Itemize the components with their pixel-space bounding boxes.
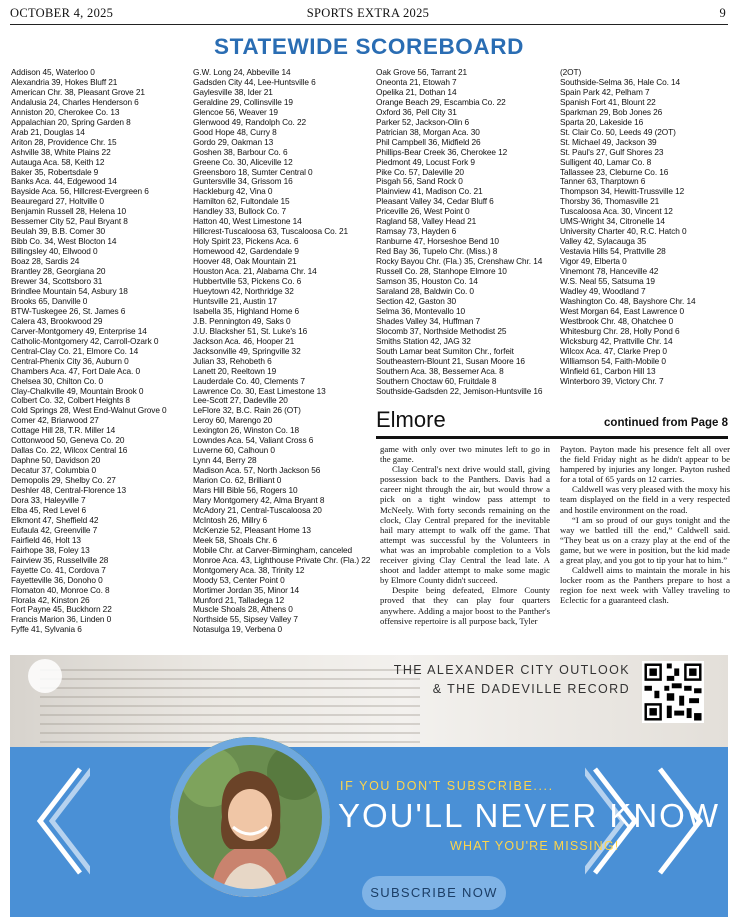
score-line: Autauga Aca. 58, Keith 12 (11, 156, 105, 167)
score-line: Huntsville 21, Austin 17 (193, 295, 277, 306)
story-column-2 (560, 444, 730, 606)
publisher-line-2: & THE DADEVILLE RECORD (432, 682, 630, 696)
score-line: Elkmont 47, Sheffield 42 (11, 514, 99, 525)
score-line: Gadsden City 44, Lee-Huntsville 6 (193, 76, 316, 87)
score-line: Slocomb 37, Northside Methodist 25 (376, 325, 507, 336)
score-line: Cottonwood 50, Geneva Co. 20 (11, 435, 125, 446)
score-line: Central-Phenix City 36, Auburn 0 (11, 355, 129, 366)
score-line: Sparkman 29, Bob Jones 26 (560, 106, 663, 117)
score-line: Fairview 35, Russellville 28 (11, 554, 109, 565)
score-line: UMS-Wright 34, Citronelle 14 (560, 216, 665, 227)
score-line: Anniston 20, Cherokee Co. 13 (11, 106, 120, 117)
score-line: Beulah 39, B.B. Comer 30 (11, 226, 105, 237)
score-line: Brooks 65, Danville 0 (11, 295, 88, 306)
score-line: Chambers Aca. 47, Fort Dale Aca. 0 (11, 365, 140, 376)
score-line: Rocky Bayou Chr. (Fla.) 35, Crenshaw Chr. 14 (376, 256, 543, 267)
score-line: Parker 52, Jackson-Olin 6 (376, 116, 469, 127)
score-line: Thompson 34, Hewitt-Trussville 12 (560, 186, 685, 197)
score-line: Luverne 60, Calhoun 0 (193, 445, 275, 456)
score-line: Smiths Station 42, JAG 32 (376, 335, 471, 346)
score-line: Hubbertville 53, Pickens Co. 6 (193, 276, 302, 287)
score-line: Leroy 60, Marengo 20 (193, 415, 273, 426)
score-line: Washington Co. 48, Bayshore Chr. 14 (560, 295, 696, 306)
score-line: Tuscaloosa Aca. 30, Vincent 12 (560, 206, 673, 217)
publisher-logo-icon (28, 659, 62, 693)
score-line: Houston Aca. 21, Alabama Chr. 14 (193, 266, 317, 277)
score-line: Phillips-Bear Creek 36, Cherokee 12 (376, 146, 508, 157)
score-line: Oneonta 21, Etowah 7 (376, 76, 457, 87)
qr-code-icon[interactable] (642, 661, 704, 723)
score-line: Oxford 36, Pell City 31 (376, 106, 457, 117)
score-line: Southeastern-Blount 21, Susan Moore 16 (376, 355, 525, 366)
score-line: Central-Clay Co. 21, Elmore Co. 14 (11, 345, 139, 356)
score-line: Sulligent 40, Lamar Co. 8 (560, 156, 652, 167)
score-line: Spain Park 42, Pelham 7 (560, 86, 650, 97)
score-line: Fairhope 38, Foley 13 (11, 544, 90, 555)
score-line: Vigor 49, Elberta 0 (560, 256, 627, 267)
score-line: Lexington 26, Winston Co. 18 (193, 425, 300, 436)
score-line: Meek 58, Shoals Chr. 6 (193, 534, 278, 545)
score-line: McAdory 21, Central-Tuscaloosa 20 (193, 504, 322, 515)
score-line: Patrician 38, Morgan Aca. 30 (376, 126, 480, 137)
score-line: Francis Marion 36, Linden 0 (11, 614, 112, 625)
score-line: St. Clair Co. 50, Leeds 49 (2OT) (560, 126, 676, 137)
score-line: Priceville 26, West Point 0 (376, 206, 470, 217)
score-line: Catholic-Montgomery 42, Carroll-Ozark 0 (11, 335, 159, 346)
score-line: Oak Grove 56, Tarrant 21 (376, 68, 468, 77)
ad-tagline-bottom: WHAT YOU'RE MISSING! (450, 839, 620, 853)
score-line: Boaz 28, Sardis 24 (11, 256, 80, 267)
score-line: Lowndes Aca. 54, Valiant Cross 6 (193, 435, 314, 446)
ad-headline: YOU'LL NEVER KNOW (338, 797, 720, 834)
score-line: Handley 33, Bullock Co. 7 (193, 206, 286, 217)
score-line: Hamilton 62, Fultondale 15 (193, 196, 290, 207)
story-paragraph: “I am so proud of our guys tonight and the way we battled till the end,” Caldwell said. “They beat us on a crazy play at the end of the game, but we were in position, but the kid made a great play, and you got to tip your hat to him.” (560, 514, 730, 566)
score-line: Jackson Aca. 46, Hooper 21 (193, 335, 295, 346)
score-line: Phil Campbell 36, Midfield 26 (376, 136, 481, 147)
score-line: Gaylesville 38, Ider 21 (193, 86, 273, 97)
score-line: Hueytown 42, Northridge 32 (193, 285, 294, 296)
subscribe-advertisement[interactable] (10, 655, 728, 917)
score-line: Opelika 21, Dothan 14 (376, 86, 457, 97)
score-line: Pleasant Valley 34, Cedar Bluff 6 (376, 196, 494, 207)
score-line: Mortimer Jordan 35, Minor 14 (193, 584, 300, 595)
score-line: Lanett 20, Reeltown 19 (193, 365, 277, 376)
chevron-left-icon (30, 761, 90, 881)
score-line: Geraldine 29, Collinsville 19 (193, 96, 293, 107)
score-line: Russell Co. 28, Stanhope Elmore 10 (376, 266, 507, 277)
score-line: Isabella 35, Highland Home 6 (193, 305, 300, 316)
scores-column-2 (193, 68, 371, 635)
score-line: Wilcox Aca. 47, Clarke Prep 0 (560, 345, 667, 356)
folio-page-number: 9 (719, 6, 726, 20)
score-line: University Charter 40, R.C. Hatch 0 (560, 226, 687, 237)
score-line: Hatton 40, West Limestone 14 (193, 216, 302, 227)
folio-date: OCTOBER 4, 2025 (10, 6, 114, 20)
score-line: Goshen 38, Barbour Co. 6 (193, 146, 288, 157)
score-line: Mobile Chr. at Carver-Birmingham, canceled (193, 544, 353, 555)
story-paragraph: Payton. Payton made his presence felt all over the field Friday night as he didn't appear to be hampered by injuries any longer. Payton rushed for a total of 65 yards on 12 carries. (560, 444, 730, 485)
score-line: Comer 42, Briarwood 27 (11, 415, 99, 426)
score-line: Elba 45, Red Level 6 (11, 504, 87, 515)
score-line: Ranburne 47, Horseshoe Bend 10 (376, 236, 499, 247)
score-line: McKenzie 52, Pleasant Home 13 (193, 524, 311, 535)
page-title: STATEWIDE SCOREBOARD (214, 34, 524, 59)
score-line: Beauregard 27, Holtville 0 (11, 196, 104, 207)
elmore-story-header (376, 407, 728, 438)
score-line: Eufaula 42, Greenville 7 (11, 524, 98, 535)
score-line: Banks Aca. 44, Edgewood 14 (11, 176, 117, 187)
scores-column-4 (560, 68, 738, 387)
score-line: Whitesburg Chr. 28, Holly Pond 6 (560, 325, 680, 336)
score-line: Fort Payne 45, Buckhorn 22 (11, 604, 112, 615)
score-line: Tallassee 23, Cleburne Co. 16 (560, 166, 669, 177)
score-line: Sparta 20, Lakeside 16 (560, 116, 644, 127)
score-line: Lauderdale Co. 40, Clements 7 (193, 375, 305, 386)
score-line: Southern Aca. 38, Bessemer Aca. 8 (376, 365, 504, 376)
score-line: Saraland 28, Baldwin Co. 0 (376, 285, 474, 296)
score-line: Guntersville 34, Grissom 16 (193, 176, 293, 187)
score-line: Addison 45, Waterloo 0 (11, 68, 95, 77)
score-line: Chelsea 30, Chilton Co. 0 (11, 375, 104, 386)
score-line: Deshler 48, Central-Florence 13 (11, 485, 126, 496)
score-line: Glenwood 49, Randolph Co. 22 (193, 116, 306, 127)
score-line: St. Paul's 27, Gulf Shores 23 (560, 146, 664, 157)
score-line: Andalusia 24, Charles Henderson 6 (11, 96, 139, 107)
story-paragraph: Despite being defeated, Elmore County proved that they can play four quarters anywhere. Adding a major boost to the Panther's offensive repertoire is all purpose back, Tyler (380, 585, 550, 626)
scores-column-3 (376, 68, 554, 396)
ad-newspaper-backdrop (10, 655, 728, 747)
score-line: Southside-Gadsden 22, Jemison-Huntsville 16 (376, 385, 543, 396)
score-line: W.S. Neal 55, Satsuma 19 (560, 276, 655, 287)
score-line: Colbert Co. 32, Colbert Heights 8 (11, 395, 130, 406)
score-line: Jacksonville 49, Springville 32 (193, 345, 301, 356)
story-column-1 (380, 444, 550, 626)
score-line: Ramsay 73, Hayden 6 (376, 226, 457, 237)
score-line: Flomaton 40, Monroe Co. 8 (11, 584, 110, 595)
page-folio (10, 6, 726, 22)
score-line: Valley 42, Sylacauga 35 (560, 236, 647, 247)
score-line: Williamson 54, Faith-Mobile 0 (560, 355, 666, 366)
story-heading: Elmore (376, 407, 446, 432)
story-paragraph: game with only over two minutes left to go in the game. (380, 444, 550, 465)
score-line: Shades Valley 34, Huffman 7 (376, 315, 480, 326)
score-line: Pisgah 56, Sand Rock 0 (376, 176, 463, 187)
story-paragraph: Caldwell was very pleased with the moxy his team displayed on the field in a very respected and hostile environment on the road. (560, 484, 730, 515)
score-line: Billingsley 40, Ellwood 0 (11, 246, 98, 257)
score-line: Julian 33, Rehobeth 6 (193, 355, 272, 366)
score-line: Notasulga 19, Verbena 0 (193, 624, 283, 635)
score-line: Dora 33, Haleyville 7 (11, 494, 86, 505)
score-line: Florala 42, Kinston 26 (11, 594, 90, 605)
score-line: Brindlee Mountain 54, Asbury 18 (11, 285, 128, 296)
score-line: Muscle Shoals 28, Athens 0 (193, 604, 293, 615)
score-line: Fyffe 41, Sylvania 6 (11, 624, 82, 635)
ad-tagline-top: IF YOU DON'T SUBSCRIBE.... (340, 779, 554, 793)
score-line: Moody 53, Center Point 0 (193, 574, 285, 585)
score-line: Alexandria 39, Hokes Bluff 21 (11, 76, 118, 87)
score-line: Baker 35, Robertsdale 9 (11, 166, 99, 177)
score-line: American Chr. 38, Pleasant Grove 21 (11, 86, 145, 97)
score-line: Decatur 37, Columbia 0 (11, 465, 96, 476)
score-line: J.U. Blacksher 51, St. Luke's 16 (193, 325, 308, 336)
score-line: Southside-Selma 36, Hale Co. 14 (560, 76, 681, 87)
publisher-line-1: THE ALEXANDER CITY OUTLOOK (393, 663, 630, 677)
score-line: Hillcrest-Tuscaloosa 63, Tuscaloosa Co. 21 (193, 226, 349, 237)
score-line: Clay-Chalkville 49, Mountain Brook 0 (11, 385, 144, 396)
score-line: Lee-Scott 27, Dadeville 20 (193, 395, 288, 406)
score-line: Bayside Aca. 56, Hillcrest-Evergreen 6 (11, 186, 149, 197)
score-line: Munford 21, Talladega 12 (193, 594, 285, 605)
score-line: Thorsby 36, Thomasville 21 (560, 196, 660, 207)
score-line: J.B. Pennington 49, Saks 0 (193, 315, 291, 326)
story-continued-label: continued from Page 8 (604, 417, 728, 429)
score-line: Greene Co. 30, Aliceville 12 (193, 156, 293, 167)
score-line: Wicksburg 42, Prattville Chr. 14 (560, 335, 673, 346)
score-line: Pike Co. 57, Daleville 20 (376, 166, 464, 177)
ad-publisher-name (394, 661, 630, 699)
ad-newsprint-texture (40, 663, 420, 743)
score-line: BTW-Tuskegee 26, St. James 6 (11, 305, 126, 316)
scores-column-1 (11, 68, 189, 635)
score-line: Tanner 63, Tharptown 6 (560, 176, 646, 187)
score-line: Ragland 58, Valley Head 21 (376, 216, 477, 227)
score-line: Cottage Hill 28, T.R. Miller 14 (11, 425, 116, 436)
score-line: G.W. Long 24, Abbeville 14 (193, 68, 291, 77)
score-line: Montgomery Aca. 38, Trinity 12 (193, 564, 305, 575)
score-line: Appalachian 20, Spring Garden 8 (11, 116, 131, 127)
score-line: Marion Co. 62, Brilliant 0 (193, 475, 282, 486)
score-line: Winfield 61, Carbon Hill 13 (560, 365, 656, 376)
score-line: Arab 21, Douglas 14 (11, 126, 85, 137)
score-line: Wadley 49, Woodland 7 (560, 285, 646, 296)
score-line: Spanish Fort 41, Blount 22 (560, 96, 656, 107)
score-line: Brantley 28, Georgiana 20 (11, 266, 106, 277)
portrait-frame (170, 737, 330, 897)
score-line: Good Hope 48, Curry 8 (193, 126, 277, 137)
score-line: Fayette Co. 41, Cordova 7 (11, 564, 106, 575)
score-line: Daphne 50, Davidson 20 (11, 455, 101, 466)
score-line: Fayetteville 36, Donoho 0 (11, 574, 103, 585)
score-line: Dallas Co. 22, Wilcox Central 16 (11, 445, 128, 456)
score-line: Lynn 44, Berry 28 (193, 455, 257, 466)
score-line: Northside 55, Sipsey Valley 7 (193, 614, 298, 625)
score-line: Vinemont 78, Hanceville 42 (560, 266, 659, 277)
subscribe-now-button[interactable]: SUBSCRIBE NOW (362, 876, 506, 910)
score-line: Selma 36, Montevallo 10 (376, 305, 466, 316)
score-line: Lawrence Co. 30, East Limestone 13 (193, 385, 326, 396)
score-line: Calera 43, Brookwood 29 (11, 315, 103, 326)
score-line: Gordo 29, Oakman 13 (193, 136, 274, 147)
score-line: Section 42, Gaston 30 (376, 295, 457, 306)
score-line: Ashville 38, White Plains 22 (11, 146, 111, 157)
score-line: West Morgan 64, East Lawrence 0 (560, 305, 685, 316)
header-rule (10, 24, 728, 25)
score-line: Greensboro 18, Sumter Central 0 (193, 166, 313, 177)
score-line: McIntosh 26, Millry 6 (193, 514, 267, 525)
score-line: Mars Hill Bible 56, Rogers 10 (193, 485, 298, 496)
score-line: Cold Springs 28, West End-Walnut Grove 0 (11, 405, 167, 416)
score-line: Hackleburg 42, Vina 0 (193, 186, 273, 197)
score-line: Southern Choctaw 60, Fruitdale 8 (376, 375, 497, 386)
score-line: Bessemer City 52, Paul Bryant 8 (11, 216, 128, 227)
score-line: Orange Beach 29, Escambia Co. 22 (376, 96, 506, 107)
score-line: Holy Spirit 23, Pickens Aca. 6 (193, 236, 299, 247)
ad-portrait-photo (170, 737, 330, 897)
score-line: Fairfield 46, Holt 13 (11, 534, 81, 545)
score-line: St. Michael 49, Jackson 39 (560, 136, 657, 147)
score-line: Samson 35, Houston Co. 14 (376, 276, 478, 287)
score-line: Benjamin Russell 28, Helena 10 (11, 206, 127, 217)
story-paragraph: Clay Central's next drive would stall, giving possession back to the Panthers. Davis had a career night through the air, but would throw a pick on a tight window pass attempt to McNeely. With forty seconds remaining on the clock, Clay Central prepared for the inevitable hail mary attempt to walk off the game. That attempt was successful by the Volunteers in what was an improbable completion to a Vols receiver giving Clay Central the lead late. A shoot and ladder attempt to make some magic by Elmore County didn't succeed. (380, 464, 550, 586)
score-line: Madison Aca. 57, North Jackson 56 (193, 465, 321, 476)
folio-section: SPORTS EXTRA 2025 (306, 6, 430, 20)
score-line: Ariton 28, Providence Chr. 15 (11, 136, 117, 147)
score-line: Mary Montgomery 42, Alma Bryant 8 (193, 494, 325, 505)
score-line: Demopolis 29, Shelby Co. 27 (11, 475, 116, 486)
score-line: Brewer 34, Scottsboro 31 (11, 276, 103, 287)
score-line: Piedmont 49, Locust Fork 9 (376, 156, 475, 167)
score-line: Red Bay 36, Tupelo Chr. (Miss.) 8 (376, 246, 498, 257)
story-paragraph: Caldwell aims to maintain the morale in his locker room as the Panthers prepare to host a region foe next week with Valley traveling to Eclectic for a guaranteed clash. (560, 565, 730, 606)
score-line: Winterboro 39, Victory Chr. 7 (560, 375, 664, 386)
score-line: Westbrook Chr. 48, Ohatchee 0 (560, 315, 674, 326)
score-line: Vestavia Hills 54, Prattville 28 (560, 246, 666, 257)
score-line: Hoover 48, Oak Mountain 21 (193, 256, 297, 267)
score-line: Monroe Aca. 43, Lighthouse Private Chr. (Fla.) 22 (193, 554, 371, 565)
score-line: Homewood 42, Gardendale 9 (193, 246, 299, 257)
story-heading-rule (376, 436, 728, 439)
score-line: South Lamar beat Sumiton Chr., forfeit (376, 345, 514, 356)
score-line: Plainview 41, Madison Co. 21 (376, 186, 483, 197)
score-line: Bibb Co. 34, West Blocton 14 (11, 236, 117, 247)
score-line: Glencoe 56, Weaver 19 (193, 106, 278, 117)
score-line: (2OT) (560, 68, 582, 77)
score-line: LeFlore 32, B.C. Rain 26 (OT) (193, 405, 301, 416)
score-line: Carver-Montgomery 49, Enterprise 14 (11, 325, 147, 336)
